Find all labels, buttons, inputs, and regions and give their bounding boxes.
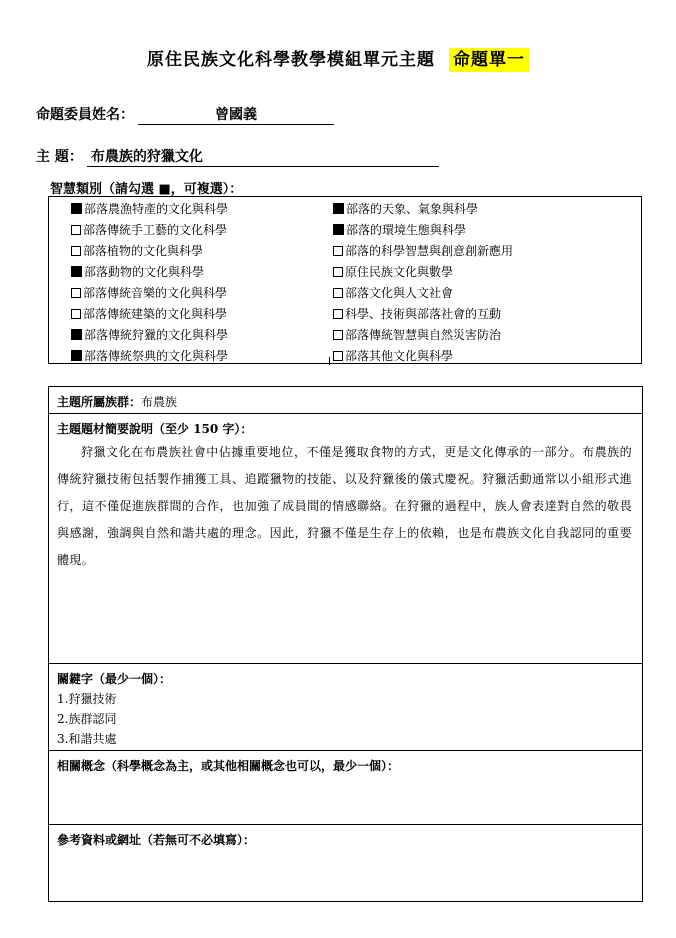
- page-title: [0, 45, 676, 70]
- wisdom-option-label: 部落傳統智慧與自然災害防治: [345, 328, 502, 342]
- checkbox-empty-icon[interactable]: [71, 309, 81, 319]
- checkbox-checked-icon[interactable]: [71, 350, 82, 361]
- theme-value[interactable]: 布農族的狩獵文化: [87, 146, 439, 167]
- wisdom-column-left: [71, 199, 228, 367]
- wisdom-option[interactable]: [333, 220, 513, 241]
- wisdom-option[interactable]: [71, 325, 228, 346]
- keywords-list: [57, 689, 642, 749]
- topic-detail-table: [48, 386, 643, 902]
- checkbox-empty-icon[interactable]: [71, 246, 81, 256]
- wisdom-option[interactable]: [333, 199, 513, 220]
- wisdom-option[interactable]: [333, 346, 513, 367]
- wisdom-option-label: 部落植物的文化與科學: [83, 244, 204, 258]
- checkbox-empty-icon[interactable]: [71, 288, 81, 298]
- author-name-row: [36, 104, 334, 125]
- wisdom-option[interactable]: [71, 346, 228, 367]
- keywords-section: [49, 664, 642, 751]
- checkbox-checked-icon[interactable]: [71, 266, 82, 277]
- column-divider: [329, 357, 330, 365]
- checkbox-checked-icon[interactable]: [71, 203, 82, 214]
- theme-label: 主 題：: [36, 149, 83, 165]
- wisdom-option[interactable]: [333, 241, 513, 262]
- checkbox-empty-icon[interactable]: [333, 351, 343, 361]
- checkbox-empty-icon[interactable]: [333, 246, 343, 256]
- wisdom-category-title: 智慧類別（請勾選 ■，可複選）：: [50, 182, 243, 197]
- wisdom-option-label: 部落的環境生態與科學: [346, 223, 467, 237]
- checkbox-checked-icon[interactable]: [333, 203, 344, 214]
- wisdom-option[interactable]: [333, 262, 513, 283]
- wisdom-option-label: 科學、技術與部落社會的互動: [345, 307, 502, 321]
- wisdom-column-right: [333, 199, 513, 367]
- wisdom-option-label: 部落傳統建築的文化與科學: [83, 307, 228, 321]
- wisdom-option-label: 部落的天象、氣象與科學: [346, 202, 479, 216]
- keyword-item[interactable]: 1.狩獵技術: [57, 692, 117, 706]
- wisdom-option[interactable]: [71, 199, 228, 220]
- keywords-label: 關鍵字（最少一個）：: [57, 672, 172, 686]
- description-section: [49, 414, 642, 664]
- concepts-label: 相關概念（科學概念為主，或其他相關概念也可以，最少一個）：: [57, 759, 400, 773]
- wisdom-option-label: 部落其他文化與科學: [345, 349, 454, 363]
- wisdom-option[interactable]: [333, 325, 513, 346]
- wisdom-option-label: 部落傳統手工藝的文化科學: [83, 223, 228, 237]
- description-label: 主題題材簡要說明（至少 150 字）：: [57, 422, 253, 436]
- references-label: 參考資料或網址（若無可不必填寫）：: [57, 833, 256, 847]
- wisdom-option[interactable]: [71, 241, 228, 262]
- wisdom-option-label: 部落傳統狩獵的文化與科學: [84, 328, 229, 342]
- wisdom-option-label: 部落的科學智慧與創意創新應用: [345, 244, 514, 258]
- author-name-label: 命題委員姓名：: [36, 107, 134, 123]
- checkbox-checked-icon[interactable]: [333, 224, 344, 235]
- checkbox-empty-icon[interactable]: [71, 225, 81, 235]
- keyword-item[interactable]: 3.和諧共處: [57, 732, 117, 746]
- wisdom-option[interactable]: [71, 304, 228, 325]
- wisdom-option-label: 原住民族文化與數學: [345, 265, 454, 279]
- wisdom-option-label: 部落文化與人文社會: [345, 286, 454, 300]
- wisdom-option-label: 部落傳統音樂的文化與科學: [83, 286, 228, 300]
- wisdom-option[interactable]: [333, 283, 513, 304]
- ethnic-group-value[interactable]: 布農族: [141, 395, 178, 409]
- checkbox-checked-icon[interactable]: [71, 329, 82, 340]
- author-name-value[interactable]: 曾國義: [138, 104, 334, 125]
- wisdom-option[interactable]: [71, 220, 228, 241]
- title-text: 原住民族文化科學教學模組單元主題: [147, 50, 435, 70]
- wisdom-option-label: 部落動物的文化與科學: [84, 265, 205, 279]
- references-section[interactable]: [49, 825, 642, 901]
- wisdom-option-label: 部落傳統祭典的文化與科學: [84, 349, 229, 363]
- wisdom-option-label: 部落農漁特產的文化與科學: [84, 202, 229, 216]
- wisdom-option[interactable]: [71, 262, 228, 283]
- wisdom-option[interactable]: [71, 283, 228, 304]
- checkbox-empty-icon[interactable]: [333, 309, 343, 319]
- description-text[interactable]: 狩獵文化在布農族社會中佔據重要地位，不僅是獲取食物的方式，更是文化傳承的一部分。布農族的傳統狩獵技術包括製作捕獲工具、追蹤獵物的技能、以及狩獵後的儀式慶祝。狩獵活動通常以小組形式進行，這不僅促進族群間的合作，也加強了成員間的情感聯絡。在狩獵的過程中，族人會表達對自然的敬畏與感謝，強調與自然和諧共處的理念。因此，狩獵不僅是生存上的依賴，也是布農族文化自我認同的重要體現。: [57, 445, 632, 567]
- ethnic-group-section: [49, 387, 642, 414]
- checkbox-empty-icon[interactable]: [333, 288, 343, 298]
- checkbox-empty-icon[interactable]: [333, 267, 343, 277]
- concepts-section[interactable]: [49, 751, 642, 825]
- wisdom-category-box: [48, 196, 642, 364]
- keyword-item[interactable]: 2.族群認同: [57, 712, 117, 726]
- ethnic-group-label: 主題所屬族群：: [57, 395, 142, 409]
- wisdom-option[interactable]: [333, 304, 513, 325]
- theme-row: [36, 146, 439, 167]
- title-badge: 命題單一: [449, 48, 529, 72]
- checkbox-empty-icon[interactable]: [333, 330, 343, 340]
